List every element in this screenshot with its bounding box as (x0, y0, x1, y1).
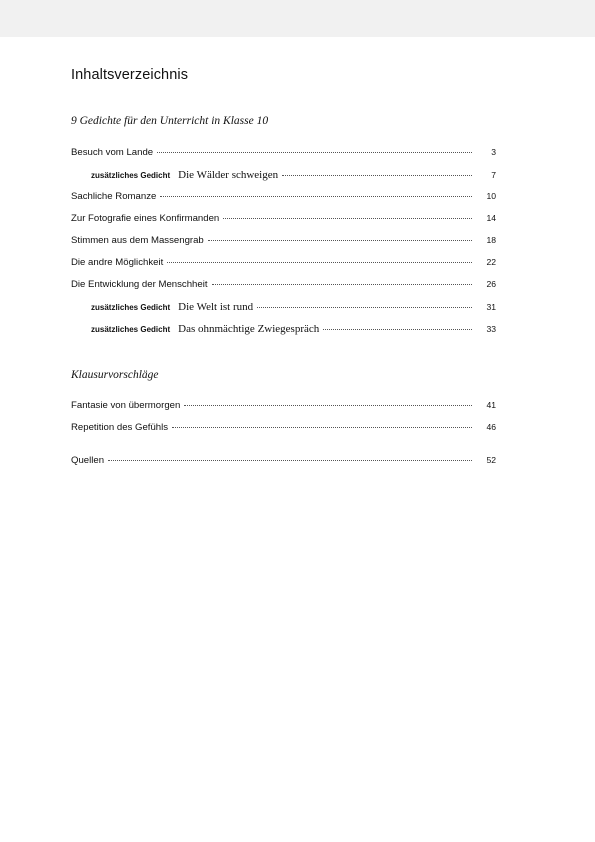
toc-entry-page: 46 (486, 422, 496, 432)
dot-leader (172, 427, 472, 428)
section-heading-exams: Klausurvorschläge (71, 369, 159, 381)
toc-entry-title: Die Wälder schweigen (178, 169, 279, 181)
toc-entry[interactable] (71, 147, 496, 161)
toc-title: Inhaltsverzeichnis (71, 67, 189, 83)
toc-entry-page: 52 (486, 455, 496, 465)
toc-entry-page: 14 (486, 213, 496, 223)
toc-entry[interactable] (71, 191, 496, 205)
toc-entry[interactable] (71, 279, 496, 293)
toc-entry-additional[interactable] (91, 169, 496, 183)
dot-leader (167, 262, 472, 263)
toc-entry-page: 10 (486, 191, 496, 201)
toc-entry-page: 26 (486, 279, 496, 289)
toc-entry[interactable] (71, 422, 496, 436)
toc-entry-page: 41 (486, 400, 496, 410)
toc-entry[interactable] (71, 257, 496, 271)
toc-entry-title: Repetition des Gefühls (71, 422, 169, 433)
toc-entry-title: Quellen (71, 455, 105, 466)
toc-entry-page: 7 (491, 170, 496, 180)
dot-leader (184, 405, 472, 406)
toc-entry-title: Die Welt ist rund (178, 301, 254, 313)
toc-entry-page: 18 (486, 235, 496, 245)
dot-leader (157, 152, 472, 153)
section-heading-poems: 9 Gedichte für den Unterricht in Klasse 10 (71, 115, 269, 127)
dot-leader (208, 240, 472, 241)
toc-entry-title: Die andre Möglichkeit (71, 257, 164, 268)
additional-poem-label: zusätzliches Gedicht (91, 325, 171, 334)
dot-leader (160, 196, 472, 197)
toc-entry-title: Zur Fotografie eines Konfirmanden (71, 213, 220, 224)
toc-entry-title: Stimmen aus dem Massengrab (71, 235, 204, 246)
toc-entry-page: 31 (486, 302, 496, 312)
toc-entry-page: 33 (486, 324, 496, 334)
additional-poem-label: zusätzliches Gedicht (91, 303, 171, 312)
additional-poem-label: zusätzliches Gedicht (91, 171, 171, 180)
toc-entry-page: 3 (491, 147, 496, 157)
dot-leader (223, 218, 472, 219)
toc-entry-page: 22 (486, 257, 496, 267)
dot-leader (323, 329, 472, 330)
toc-entry[interactable] (71, 235, 496, 249)
dot-leader (108, 460, 472, 461)
dot-leader (257, 307, 472, 308)
dot-leader (282, 175, 472, 176)
toc-entry[interactable] (71, 400, 496, 414)
toc-entry-title: Die Entwicklung der Menschheit (71, 279, 208, 290)
toc-entry-title: Fantasie von übermorgen (71, 400, 181, 411)
toc-entry-sources[interactable] (71, 455, 496, 469)
viewer-top-bar (0, 0, 595, 37)
toc-entry-additional[interactable] (91, 323, 496, 337)
toc-entry-title: Das ohnmächtige Zwiegespräch (178, 323, 320, 335)
toc-entry-title: Besuch vom Lande (71, 147, 154, 158)
toc-entry-additional[interactable] (91, 301, 496, 315)
toc-entry-title: Sachliche Romanze (71, 191, 157, 202)
dot-leader (212, 284, 472, 285)
toc-entry[interactable] (71, 213, 496, 227)
